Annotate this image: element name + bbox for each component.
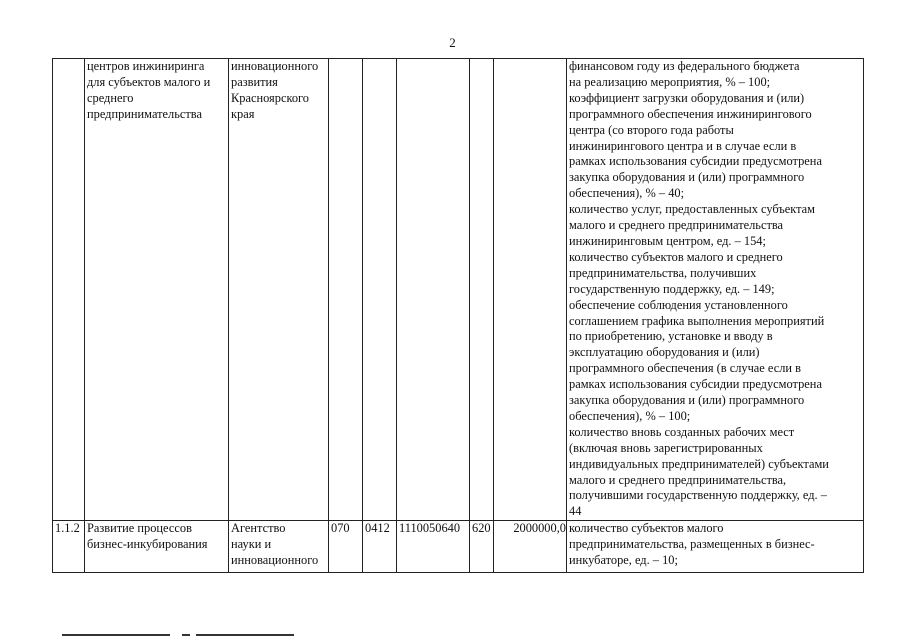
csr-code-cell: 1110050640	[397, 521, 470, 573]
footer-rule	[196, 634, 294, 636]
expected-result-line: 44	[569, 504, 582, 519]
executor-line: края	[231, 106, 255, 121]
executor-line: развития	[231, 74, 278, 89]
expected-result-line: обеспечения), % – 40;	[569, 186, 685, 201]
expected-result-line: количество услуг, предоставленных субъектам	[569, 202, 816, 217]
expected-result-line: программного обеспечения (в случае если в	[569, 361, 801, 376]
vr-code-cell	[470, 59, 494, 521]
table-body	[53, 59, 864, 573]
expected-result-line: инкубаторе, ед. – 10;	[569, 553, 678, 568]
expected-result-line: (включая вновь зарегистрированных	[569, 440, 763, 455]
activity-name-line: бизнес-инкубирования	[87, 537, 208, 552]
amount-cell: 2000000,0	[494, 521, 567, 573]
expected-result-line: соглашением графика выполнения мероприятий	[569, 313, 825, 328]
activity-name-line: среднего	[87, 90, 134, 105]
expected-result-line: обеспечение соблюдения установленного	[569, 297, 788, 312]
executor-line: инновационного	[231, 59, 319, 73]
executor-cell	[229, 59, 329, 521]
expected-result-line: малого и среднего предпринимательства,	[569, 472, 787, 487]
expected-result-line: программного обеспечения инжинирингового	[569, 106, 812, 121]
expected-result-line: эксплуатацию оборудования и (или)	[569, 345, 760, 360]
activity-name-line: Развитие процессов	[87, 521, 192, 536]
page-number: 2	[449, 35, 456, 50]
executor-line: Красноярского	[231, 90, 309, 105]
vr-code-cell: 620	[470, 521, 494, 573]
csr-code-cell	[397, 59, 470, 521]
expected-result-line: закупка оборудования и (или) программного	[569, 170, 805, 185]
expected-result-line: количество вновь созданных рабочих мест	[569, 424, 795, 439]
row-index-cell: 1.1.2	[53, 521, 85, 573]
footer-rule	[62, 634, 170, 636]
expected-result-line: коэффициент загрузки оборудования и (или)	[569, 90, 805, 105]
expected-result-line: инжиниринговым центром, ед. – 154;	[569, 233, 766, 248]
expected-result-cell	[567, 521, 864, 573]
expected-result-line: малого и среднего предпринимательства	[569, 218, 784, 233]
expected-result-line: финансовом году из федерального бюджета	[569, 59, 800, 73]
expected-result-line: предпринимательства, размещенных в бизнес-	[569, 537, 815, 552]
activity-name-cell	[85, 59, 229, 521]
expected-result-line: рамках использования субсидии предусмотрена	[569, 377, 822, 392]
expected-result-line: рамках использования субсидии предусмотрена	[569, 154, 822, 169]
table-row	[53, 59, 864, 521]
expected-result-line: по приобретению, установке и вводу в	[569, 329, 773, 344]
activity-name-line: предпринимательства	[87, 106, 202, 121]
amount-cell	[494, 59, 567, 521]
executor-line: инновационного	[231, 553, 319, 568]
expected-result-cell	[567, 59, 864, 521]
grbs-code-cell	[329, 59, 363, 521]
footer-rule	[182, 634, 190, 636]
executor-line: Агентство	[231, 521, 286, 536]
expected-result-line: количество субъектов малого	[569, 521, 724, 536]
activity-name-cell	[85, 521, 229, 573]
activity-name-line: для субъектов малого и	[87, 74, 211, 89]
expected-result-line: предпринимательства, получивших	[569, 265, 757, 280]
program-activities-table	[52, 58, 864, 573]
rzpr-code-cell	[363, 59, 397, 521]
rzpr-code-cell: 0412	[363, 521, 397, 573]
expected-result-line: инжинирингового центра и в случае если в	[569, 138, 797, 153]
expected-result-line: обеспечения), % – 100;	[569, 408, 691, 423]
expected-result-line: центра (со второго года работы	[569, 122, 734, 137]
executor-line: науки и	[231, 537, 272, 552]
expected-result-line: государственную поддержку, ед. – 149;	[569, 281, 775, 296]
expected-result-line: на реализацию мероприятия, % – 100;	[569, 74, 771, 89]
expected-result-line: закупка оборудования и (или) программного	[569, 393, 805, 408]
expected-result-line: количество субъектов малого и среднего	[569, 249, 783, 264]
expected-result-line: индивидуальных предпринимателей) субъектами	[569, 456, 829, 471]
grbs-code-cell: 070	[329, 521, 363, 573]
executor-cell	[229, 521, 329, 573]
table-row	[53, 521, 864, 573]
row-index-cell	[53, 59, 85, 521]
activity-name-line: центров инжиниринга	[87, 59, 205, 73]
expected-result-line: получившими государственную поддержку, ед. –	[569, 488, 827, 503]
